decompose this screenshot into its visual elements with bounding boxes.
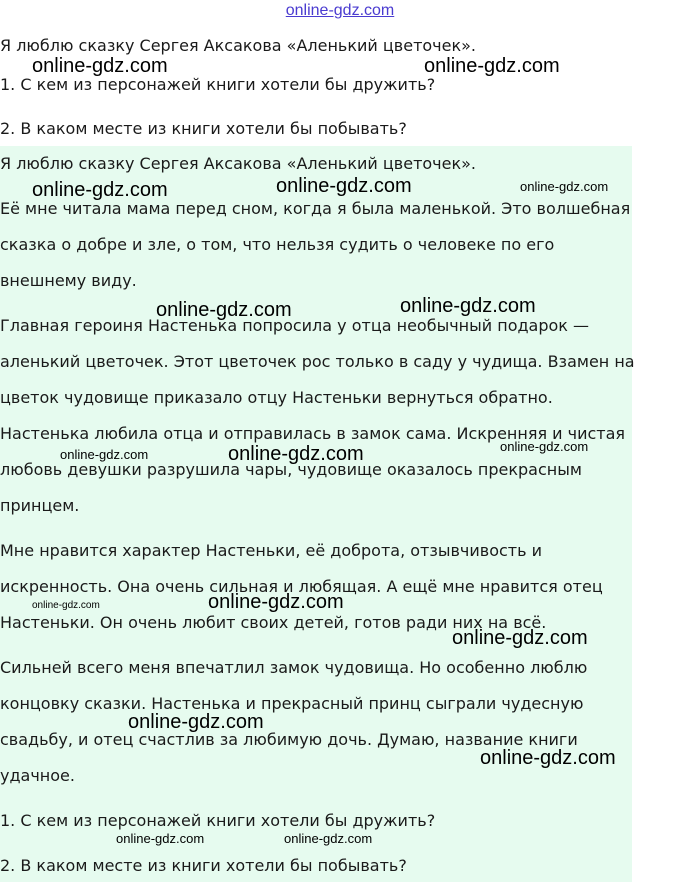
answer-line: любовь девушки разрушила чары, чудовище оказалось прекрасным [0,460,582,479]
watermark: online-gdz.com [284,831,373,846]
answer-line: свадьбу, и отец счастлив за любимую дочь. Думаю, название книги [0,730,578,749]
answer-line: Мне нравится характер Настеньки, её доброта, отзывчивость и [0,541,543,560]
task-intro: Я люблю сказку Сергея Аксакова «Аленький цветочек». [0,36,477,55]
answer-line: концовку сказки. Настенька и прекрасный принц сыграли чудесную [0,694,584,713]
watermark: online-gdz.com [32,179,168,201]
answer-line: 1. С кем из персонажей книги хотели бы дружить? [0,811,436,830]
answer-line: Я люблю сказку Сергея Аксакова «Аленький цветочек». [0,154,477,173]
watermark: online-gdz.com [520,179,609,194]
task-question-2: 2. В каком месте из книги хотели бы побывать? [0,119,407,138]
task-question-1: 1. С кем из персонажей книги хотели бы дружить? [0,75,436,94]
watermark: online-gdz.com [424,55,560,77]
answer-line: сказка о добре и зле, о том, что нельзя судить о человеке по его [0,235,555,254]
answer-line: Настенька любила отца и отправилась в замок сама. Искренняя и чистая [0,424,626,443]
answer-line: искренность. Она очень сильная и любящая. А ещё мне нравится отец [0,577,603,596]
watermark: online-gdz.com [128,711,264,733]
watermark: online-gdz.com [228,443,364,465]
answer-line: Настеньки. Он очень любит своих детей, готов ради них на всё. [0,613,547,632]
site-header-link[interactable]: online-gdz.com [285,2,395,19]
answer-line: аленький цветочек. Этот цветочек рос только в саду у чудища. Взамен на [0,352,635,371]
answer-line: внешнему виду. [0,271,137,290]
answer-line: удачное. [0,766,75,785]
watermark: online-gdz.com [156,299,292,321]
watermark: online-gdz.com [480,747,616,769]
watermark: online-gdz.com [60,447,149,462]
watermark: online-gdz.com [116,831,205,846]
answer-block [0,146,632,882]
watermark: online-gdz.com [32,55,168,77]
answer-line: Сильней всего меня впечатлил замок чудовища. Но особенно люблю [0,658,588,677]
watermark: online-gdz.com [500,439,589,454]
watermark: online-gdz.com [400,295,536,317]
watermark: online-gdz.com [208,591,344,613]
answer-line: Её мне читала мама перед сном, когда я была маленькой. Это волшебная [0,199,631,218]
answer-line: 2. В каком месте из книги хотели бы побывать? [0,856,407,875]
watermark: online-gdz.com [276,175,412,197]
watermark: online-gdz.com [452,627,588,649]
answer-line: Главная героиня Настенька попросила у отца необычный подарок — [0,316,590,335]
watermark: online-gdz.com [32,600,100,611]
answer-line: цветок чудовище приказало отцу Настеньки вернуться обратно. [0,388,553,407]
answer-line: принцем. [0,496,80,515]
